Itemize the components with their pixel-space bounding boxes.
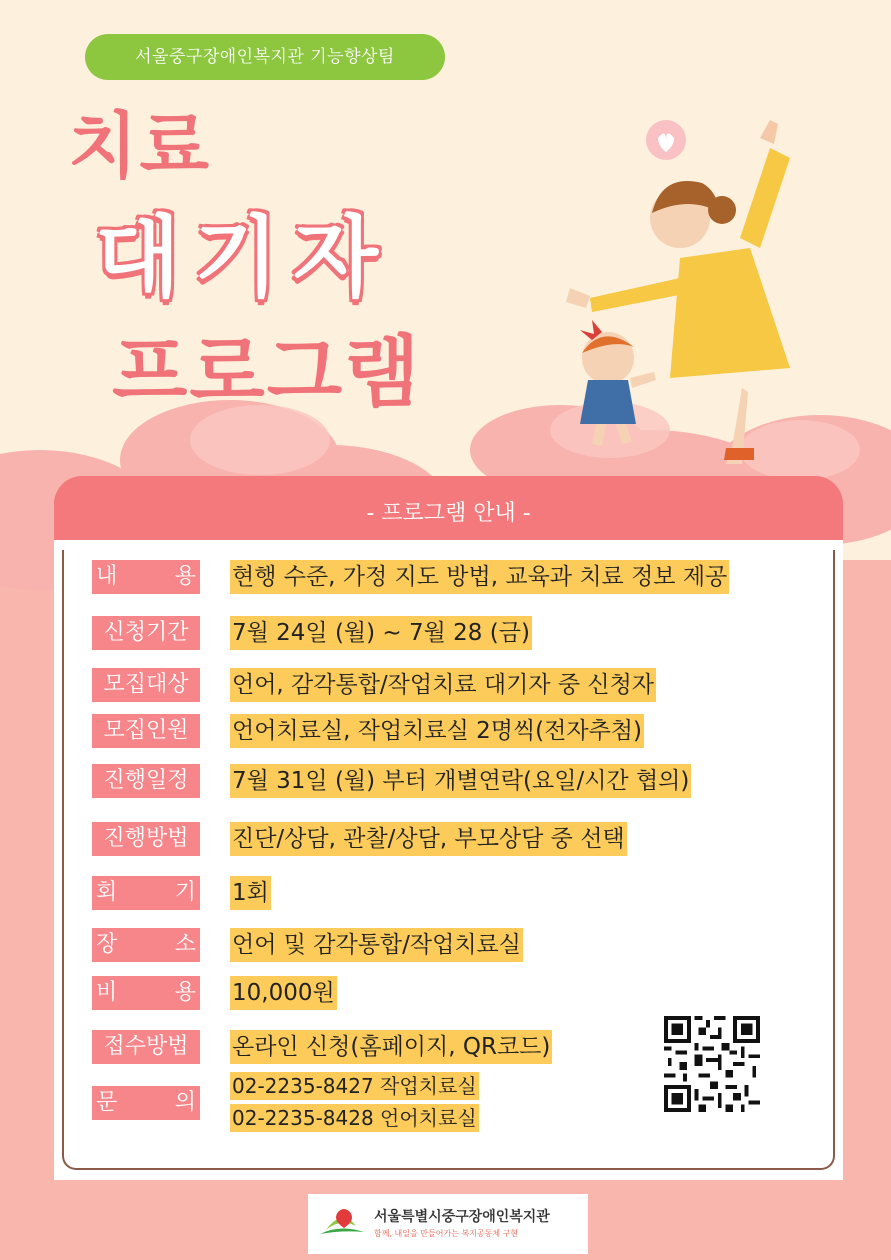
card-heading: - 프로그램 안내 -: [366, 501, 531, 526]
title-line-1: 치료: [68, 104, 212, 188]
row-label: 모집대상: [92, 668, 200, 702]
row-value: 진단/상담, 관찰/상담, 부모상담 중 선택: [230, 822, 627, 856]
row-label: 모집인원: [92, 714, 200, 748]
row-label: 접수방법: [92, 1030, 200, 1064]
row-value: 언어, 감각통합/작업치료 대기자 중 신청자: [230, 668, 656, 702]
row-label: 신청기간: [92, 616, 200, 650]
org-name: 서울특별시중구장애인복지관: [374, 1209, 550, 1225]
mother-child-illustration: [530, 108, 870, 468]
contact-line-1: 02-2235-8427 작업치료실: [232, 1074, 477, 1098]
row-label: 진행일정: [92, 764, 200, 798]
row-label: 문 의: [92, 1086, 200, 1120]
org-slogan: 함께, 내일을 만들어가는 복지공동체 구현: [374, 1229, 519, 1238]
row-value: 현행 수준, 가정 지도 방법, 교육과 치료 정보 제공: [230, 560, 729, 594]
row-label: 장 소: [92, 928, 200, 962]
row-label: 비 용: [92, 976, 200, 1010]
contact-line-2: 02-2235-8428 언어치료실: [232, 1106, 477, 1130]
footer-logo-box: [308, 1194, 588, 1254]
title-line-3: 프로그램: [112, 328, 422, 418]
row-value: 7월 24일 (월) ~ 7월 28 (금): [230, 616, 532, 650]
row-value: 온라인 신청(홈페이지, QR코드): [230, 1030, 552, 1064]
qr-code-icon[interactable]: [664, 1016, 760, 1112]
org-logo-icon: [316, 1204, 368, 1244]
row-value: 7월 31일 (월) 부터 개별연락(요일/시간 협의): [230, 764, 691, 798]
row-value: 10,000원: [230, 976, 337, 1010]
row-label: 내 용: [92, 560, 200, 594]
row-value: 언어치료실, 작업치료실 2명씩(전자추첨): [230, 714, 644, 748]
row-value: 언어 및 감각통합/작업치료실: [230, 928, 523, 962]
team-pill: 서울중구장애인복지관 기능향상팀: [85, 34, 445, 80]
title-line-2: 대기자: [95, 206, 393, 309]
card-header: [54, 476, 843, 548]
row-label: 회 기: [92, 876, 200, 910]
row-label: 진행방법: [92, 822, 200, 856]
heart-bubble-icon: [646, 120, 686, 160]
row-value: 1회: [230, 876, 271, 910]
